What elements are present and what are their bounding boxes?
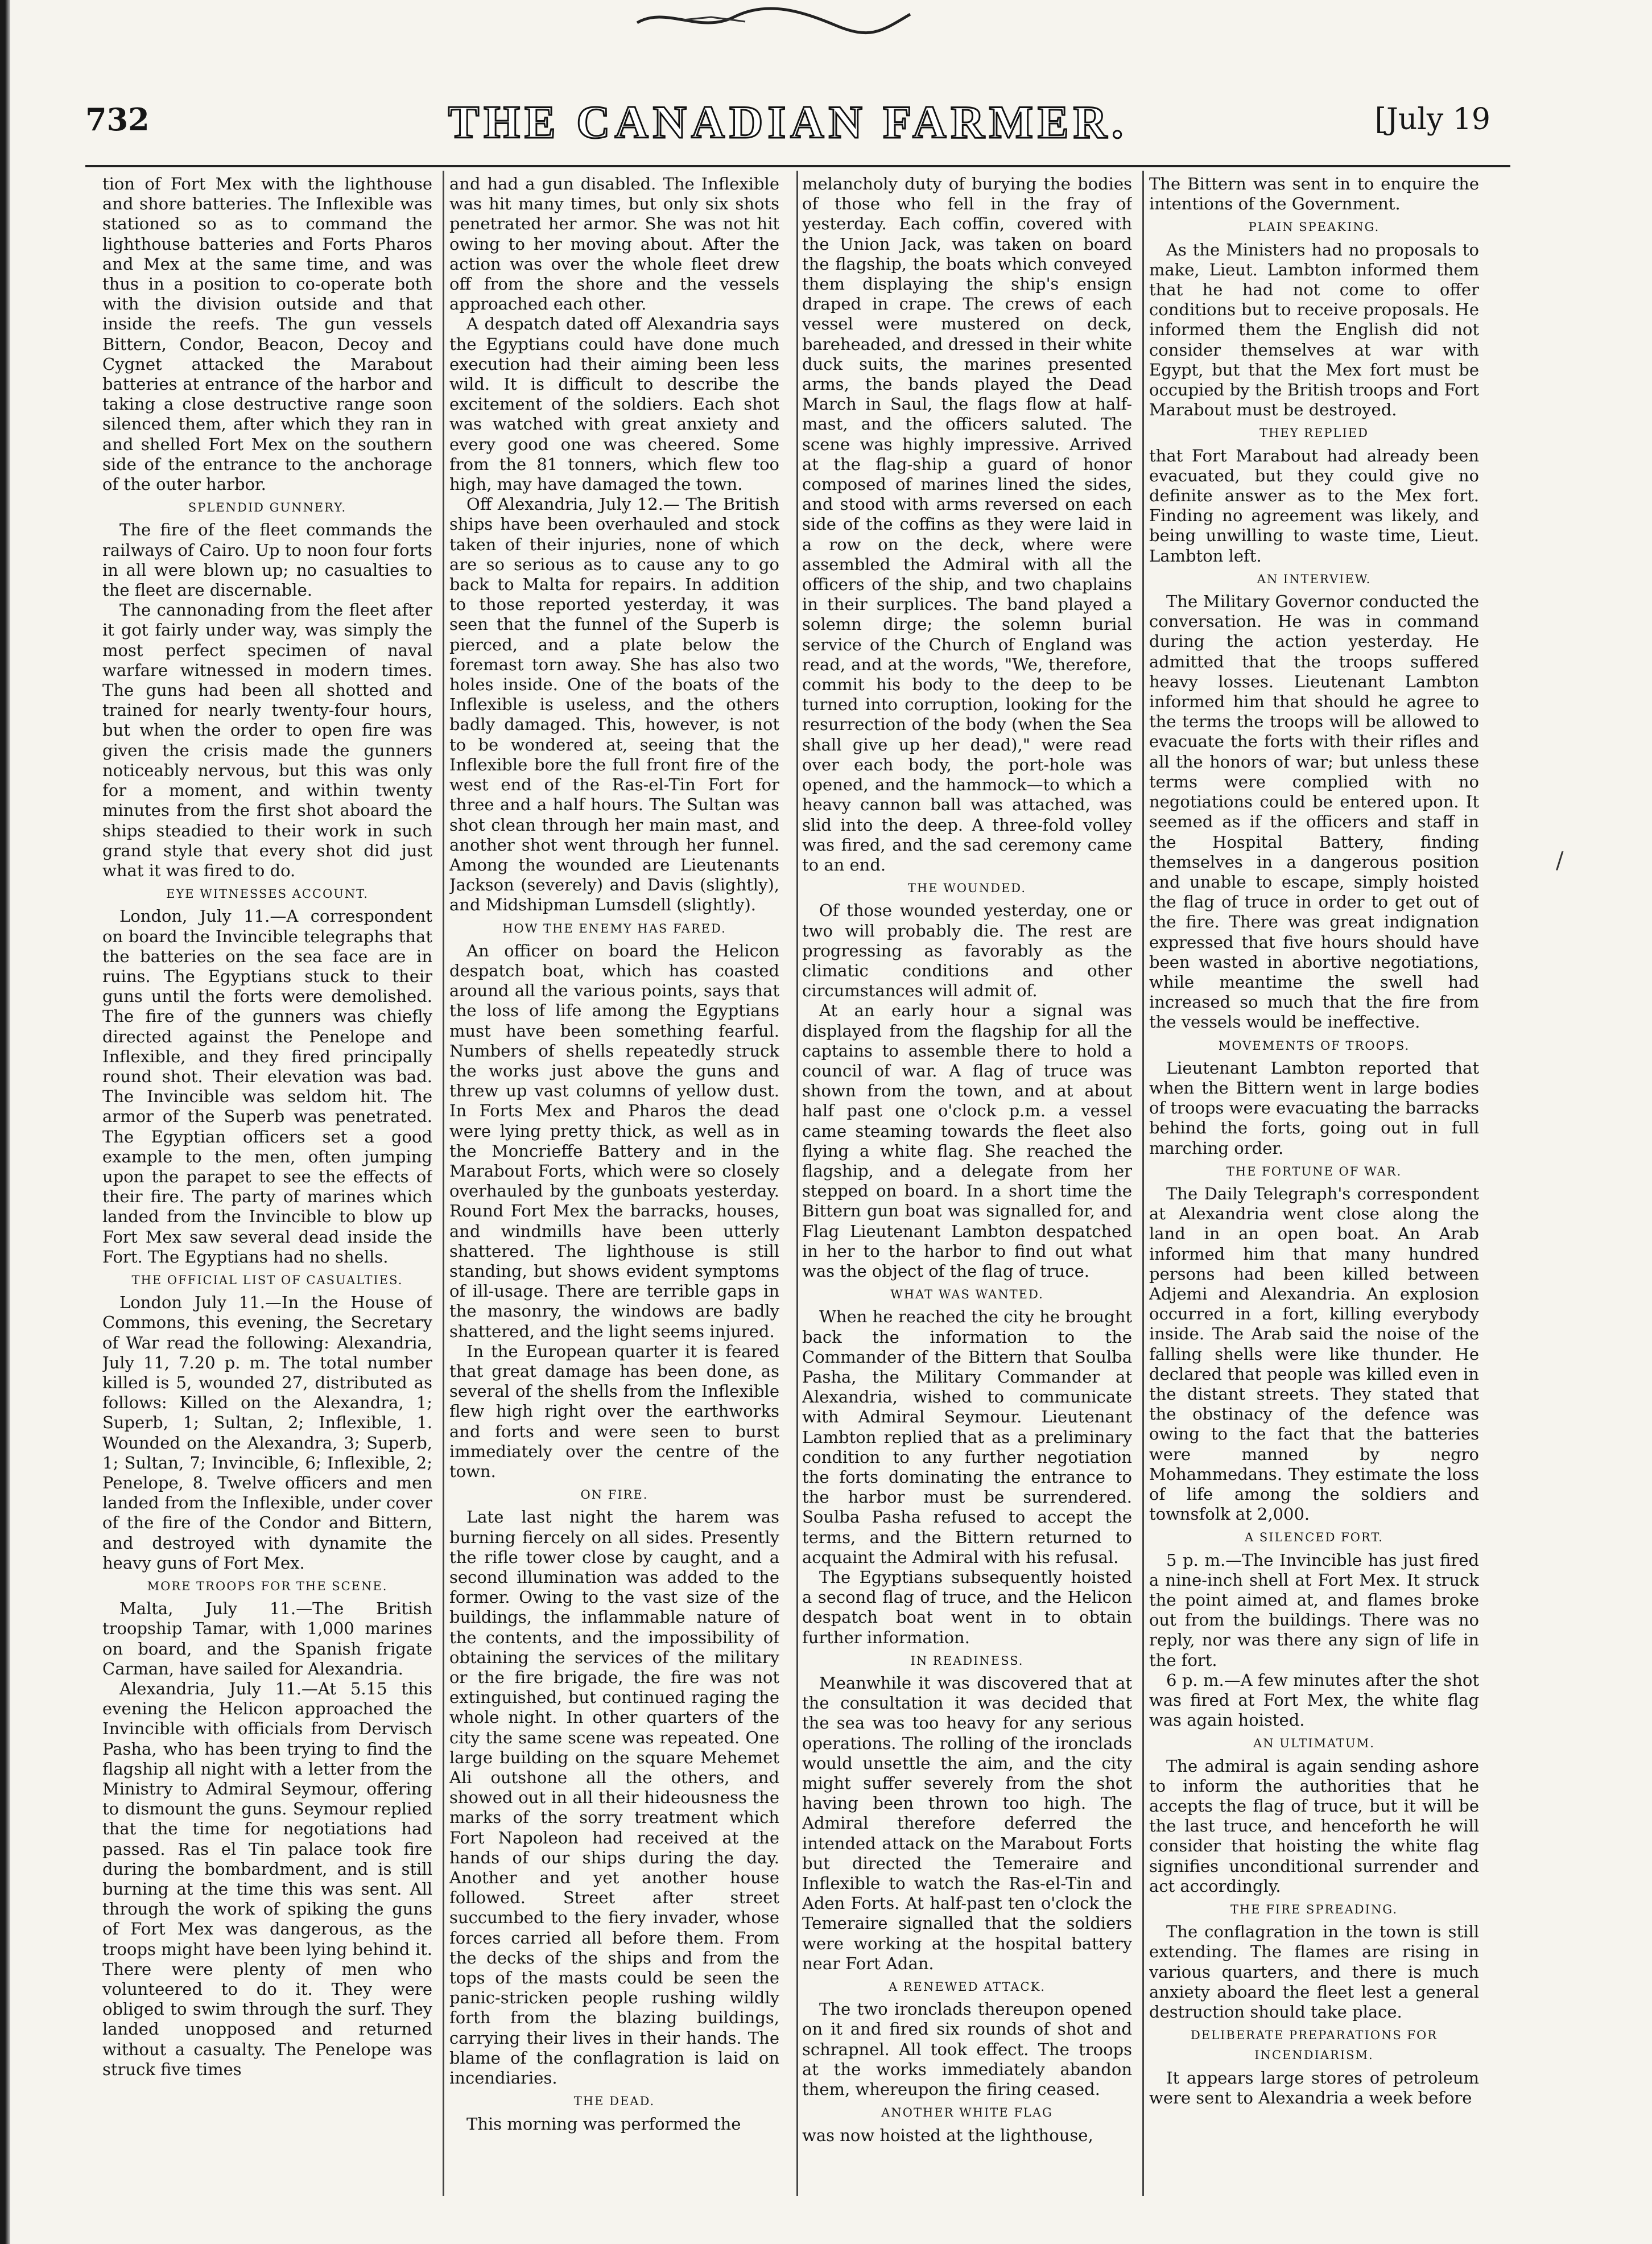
section-heading: AN ULTIMATUM.	[1253, 1736, 1375, 1751]
section-heading: ANOTHER WHITE FLAG	[881, 2106, 1053, 2120]
section-heading: AN INTERVIEW.	[1257, 572, 1372, 586]
article-paragraph: The Bittern was sent in to enquire the intentions of the Government.	[1149, 174, 1479, 214]
section-heading: ON FIRE.	[580, 1488, 649, 1502]
section-heading: MORE TROOPS FOR THE SCENE.	[147, 1579, 388, 1594]
section-heading: MOVEMENTS OF TROOPS.	[1218, 1038, 1410, 1053]
section-heading: PLAIN SPEAKING.	[1248, 220, 1380, 234]
article-paragraph: Malta, July 11.—The British troopship Tamar, with 1,000 marines on board, and the Spanish frigate Carman, have sailed for Alexandria.	[102, 1599, 432, 1678]
article-paragraph: As the Ministers had no proposals to make, Lieut. Lambton informed them that he had not come to offer conditions but to receive proposals. He informed them the English did not consider themselves at war with Egypt, but that the Mex fort must be occupied by the British troops and Fort Marabout must be destroyed.	[1149, 240, 1479, 420]
article-paragraph: 5 p. m.—The Invincible has just fired a nine-inch shell at Fort Mex. It struck the point aimed at, and flames broke out from the buildings. There was no reply, nor was there any sign of life in the fort.	[1149, 1550, 1479, 1670]
column-divider	[796, 171, 798, 2196]
section-heading: THE FORTUNE OF WAR.	[1226, 1164, 1402, 1178]
article-paragraph: An officer on board the Helicon despatch boat, which has coasted around all the various points, says that the loss of life among the Egyptians must have been something fearful. Numbers of shells repeatedly struck the works just above the guns and threw up vast columns of yellow dust. In Forts Mex and Pharos the dead were lying pretty thick, as well as in the Moncrieffe Battery and in the Marabout Forts, which were so closely overhauled by the gunboats yesterday. Round Fort Mex the barracks, houses, and windmills have been utterly shattered. The lighthouse is still standing, but shows evident symptoms of ill-usage. There are terrible gaps in the masonry, the windows are badly shattered, and the light seems injured.	[449, 940, 779, 1341]
article-paragraph: London, July 11.—A correspondent on board the Invincible telegraphs that the batteries on the sea face are in ruins. The Egyptians stuck to their guns until the forts were demolished. The fire of the gunners was chiefly directed against the Penelope and Inflexible, and they fired principally round shot. Their elevation was bad. The Invincible was seldom hit. The armor of the Superb was penetrated. The Egyptian officers set a good example to the men, often jumping upon the parapet to see the effects of their fire. The party of marines which landed from the Invincible to blow up Fort Mex saw several dead inside the Fort. The Egyptians had no shells.	[102, 906, 432, 1267]
section-heading: A RENEWED ATTACK.	[889, 1980, 1046, 1994]
ink-smudge-mark	[631, 0, 916, 40]
article-paragraph: In the European quarter it is feared that great damage has been done, as several of the shells from the Inflexible flew high right over the earthworks and forts and were seen to burst immediately over the centre of the town.	[449, 1341, 779, 1481]
article-column-1	[102, 174, 432, 2197]
page-header	[85, 96, 1490, 158]
article-paragraph: that Fort Marabout had already been evacuated, but they could give no definite answer as to the Mex fort. Finding no agreement was likely, and being unwilling to waste time, Lieut. Lambton left.	[1149, 446, 1479, 566]
article-column-4	[1149, 174, 1479, 2197]
article-paragraph: It appears large stores of petroleum were sent to Alexandria a week before	[1149, 2068, 1479, 2107]
section-heading: WHAT WAS WANTED.	[890, 1288, 1044, 1302]
article-paragraph: was now hoisted at the lighthouse,	[802, 2125, 1093, 2145]
section-heading: SPLENDID GUNNERY.	[188, 501, 347, 515]
article-paragraph: A despatch dated off Alexandria says the Egyptians could have done much execution had their aiming been less wild. It is difficult to describe the excitement of the soldiers. Each shot was watched with great anxiety and every good one was cheered. Some from the 81 tonners, which flew too high, may have damaged the town.	[449, 314, 779, 494]
article-paragraph: Lieutenant Lambton reported that when the Bittern went in large bodies of troops were evacuating the barracks behind the forts, going out in full marching order.	[1149, 1058, 1479, 1158]
article-paragraph: tion of Fort Mex with the lighthouse and shore batteries. The Inflexible was stationed so as to command the lighthouse batteries and Forts Pharos and Mex at the same time, and was thus in a position to co-operate both with the division outside and that inside the reefs. The gun vessels Bittern, Condor, Beacon, Decoy and Cygnet attacked the Marabout batteries at entrance of the harbor and taking a close destructive range soon silenced them, after which they ran in and shelled Fort Mex on the southern side of the entrance to the anchorage of the outer harbor.	[102, 174, 432, 494]
article-column-3	[802, 174, 1132, 2197]
article-paragraph: 6 p. m.—A few minutes after the shot was fired at Fort Mex, the white flag was again hoisted.	[1149, 1670, 1479, 1730]
article-paragraph: Alexandria, July 11.—At 5.15 this evening the Helicon approached the Invincible with officials from Dervisch Pasha, who has been trying to find the flagship all night with a letter from the Ministry to Admiral Seymour, offering to dismount the guns. Seymour replied that the time for negotiations had passed. Ras el Tin palace took fire during the bombardment, and is still burning at the time this was sent. All through the work of spiking the guns of Fort Mex was dangerous, as the troops might have been lying behind it. There were plenty of men who volunteered to do it. They were obliged to swim through the surf. They landed unopposed and returned without a casualty. The Penelope was struck five times	[102, 1679, 432, 2079]
section-heading: THE WOUNDED.	[907, 881, 1027, 896]
page-number: 732	[85, 101, 150, 138]
article-paragraph: Of those wounded yesterday, one or two will probably die. The rest are progressing as favorably as the climatic conditions and other circumstances will admit of.	[802, 901, 1132, 1001]
article-paragraph: The Daily Telegraph's correspondent at Alexandria went close along the land in an open boat. An Arab informed him that many hundred persons had been killed between Adjemi and Alexandria. An explosion occurred in a fort, killing everybody inside. The Arab said the noise of the falling shells were like thunder. He declared that people was killed even in the distant streets. They stated that the obstinacy of the defence was owing to the fact that the batteries were manned by negro Mohammedans. They estimate the loss of life among the soldiers and townsfolk at 2,000.	[1149, 1183, 1479, 1524]
section-heading: THE OFFICIAL LIST OF CASUALTIES.	[131, 1273, 403, 1287]
article-paragraph: Off Alexandria, July 12.— The British ships have been overhauled and stock taken of their injuries, none of which are so serious as to cause any to go back to Malta for repairs. In addition to those reported yesterday, it was seen that the funnel of the Superb is pierced, and a plate below the foremast torn away. She has also two holes inside. One of the boats of the Inflexible is useless, and the others badly damaged. This, however, is not to be wondered at, seeing that the Inflexible bore the full front fire of the west end of the Ras-el-Tin Fort for three and a half hours. The Sultan was shot clean through her main mast, and another shot went through her funnel. Among the wounded are Lieutenants Jackson (severely) and Davis (slightly), and Midshipman Lumsdell (slightly).	[449, 494, 779, 915]
article-paragraph: The cannonading from the fleet after it got fairly under way, was simply the most perfect specimen of naval warfare witnessed in modern times. The guns had been all shotted and trained for nearly twenty-four hours, but when the order to open fire was given the crisis made the gunners noticeably nervous, but this was only for a moment, and within twenty minutes from the first shot aboard the ships steadied to their work in such grand style that every shot did just what it was fired to do.	[102, 600, 432, 880]
article-paragraph: Meanwhile it was discovered that at the consultation it was decided that the sea was too heavy for any serious operations. The rolling of the ironclads would unsettle the aim, and the city might suffer severely from the shot having been thrown too high. The Admiral therefore deferred the intended attack on the Marabout Forts but directed the Temeraire and Inflexible to watch the Ras-el-Tin and Aden Forts. At half-past ten o'clock the Temeraire signalled that the soldiers were working at the hospital battery near Fort Adan.	[802, 1673, 1132, 1973]
column-divider	[443, 171, 444, 2196]
margin-pencil-mark: /	[1556, 848, 1564, 874]
section-heading: IN READINESS.	[910, 1653, 1024, 1668]
page-binding-edge	[0, 0, 10, 2244]
article-paragraph: London July 11.—In the House of Commons, this evening, the Secretary of War read the following: Alexandria, July 11, 7.20 p. m. The total number killed is 5, wounded 27, distributed as follows: Killed on the Alexandra, 1; Superb, 1; Sultan, 2; Inflexible, 1. Wounded on the Alexandra, 3; Superb, 1; Sultan, 7; Invincible, 6; Inflexible, 2; Penelope, 8. Twelve officers and men landed from the Inflexible, under cover of the fire of the Condor and Bittern, and destroyed with dynamite the heavy guns of Fort Mex.	[102, 1293, 432, 1573]
article-paragraph: The two ironclads thereupon opened on it and fired six rounds of shot and schrapnel. All took effect. The troops at the works immediately abandon them, whereupon the firing ceased.	[802, 1999, 1132, 2099]
article-paragraph: The Military Governor conducted the conversation. He was in command during the action yesterday. He admitted that the troops suffered heavy losses. Lieutenant Lambton informed him that should he agree to the terms the troops will be allowed to evacuate the forts with their rifles and all the honors of war; but unless these terms were complied with no negotiations could be entered upon. It seemed as if the officers and staff in the Hospital Battery, finding themselves in a dangerous position and unable to escape, simply hoisted the flag of truce in order to get out of the fire. There was great indignation expressed that five hours should have been wasted in abortive negotiations, while meantime the swell had increased so much that the fire from the vessels would be ineffective.	[1149, 592, 1479, 1032]
article-paragraph: The conflagration in the town is still extending. The flames are rising in various quarters, and there is much anxiety aboard the fleet lest a general destruction should take place.	[1149, 1922, 1479, 2022]
column-divider	[1142, 171, 1144, 2196]
section-heading: THE FIRE SPREADING.	[1230, 1903, 1398, 1917]
article-paragraph: The admiral is again sending ashore to inform the authorities that he accepts the flag of truce, but it will be the last truce, and henceforth he will consider that hoisting the white flag signifies unconditional surrender and act accordingly.	[1149, 1756, 1479, 1896]
article-paragraph: The Egyptians subsequently hoisted a second flag of truce, and the Helicon despatch boat went in to obtain further information.	[802, 1568, 1132, 1647]
section-heading: THE DEAD.	[573, 2094, 655, 2109]
issue-date: [July 19	[1374, 102, 1490, 137]
header-rule	[85, 165, 1510, 167]
article-paragraph: Late last night the harem was burning fiercely on all sides. Presently the rifle tower close by caught, and a second illumination was added to the former. Owing to the vast size of the buildings, the inflammable nature of the contents, and the impossibility of obtaining the services of the military or the fire brigade, the fire was not extinguished, but continued raging the whole night. In other quarters of the city the same scene was repeated. One large building on the square Mehemet Ali outshone all the others, and showed out in all their hideousness the marks of the sorry treatment which Fort Napoleon had received at the hands of our ships during the day. Another and yet another house followed. Street after street succumbed to the fiery invader, whose forces carried all before them. From the decks of the ships and from the tops of the masts could be seen the panic-stricken people rushing wildly forth from the blazing buildings, carrying their lives in their hands. The blame of the conflagration is laid on incendiaries.	[449, 1507, 779, 2088]
article-paragraph: The fire of the fleet commands the railways of Cairo. Up to noon four forts in all were blown up; no casualties to the fleet are discernable.	[102, 520, 432, 600]
article-column-2	[449, 174, 779, 2197]
section-heading: EYE WITNESSES ACCOUNT.	[166, 887, 369, 901]
article-paragraph: melancholy duty of burying the bodies of those who fell in the fray of yesterday. Each coffin, covered with the Union Jack, was taken on board the flagship, the boats which conveyed them displaying the ship's ensign draped in crape. The crews of each vessel were mustered on deck, bareheaded, and dressed in their white duck suits, the marines presented arms, the bands played the Dead March in Saul, the flags flow at half-mast, and the officers saluted. The scene was highly impressive. Arrived at the flag-ship a guard of honor composed of marines lined the sides, and stood with arms reversed on each side of the coffins as they were laid in a row on the deck, where were assembled the Admiral with all the officers of the ship, and two chaplains in their surplices. The band played a solemn dirge; the solemn burial service of the Church of England was read, and at the words, "We, therefore, commit his body to the deep to be turned into corruption, looking for the resurrection of the body (when the Sea shall give up her dead)," were read over each body, the port-hole was opened, and the hammock—to which a heavy cannon ball was attached, was slid into the deep. A three-fold volley was fired, and the sad ceremony came to an end.	[802, 174, 1132, 874]
section-heading: A SILENCED FORT.	[1245, 1531, 1383, 1545]
section-heading: DELIBERATE PREPARATIONS FOR INCENDIARISM.	[1190, 2028, 1438, 2062]
masthead-title: THE CANADIAN FARMER.	[448, 96, 1128, 148]
article-paragraph: At an early hour a signal was displayed from the flagship for all the captains to assemble there to hold a council of war. A flag of truce was shown from the town, and at about half past one o'clock p.m. a vessel came steaming towards the fleet also flying a white flag. She reached the flagship, and a delegate from her stepped on board. In a short time the Bittern gun boat was signalled for, and Flag Lieutenant Lambton despatched in her to the harbor to find out what was the object of the flag of truce.	[802, 1001, 1132, 1281]
section-heading: THEY REPLIED	[1259, 426, 1369, 440]
article-paragraph: When he reached the city he brought back the information to the Commander of the Bittern that Soulba Pasha, the Military Commander at Alexandria, wished to communicate with Admiral Seymour. Lieutenant Lambton replied that as a preliminary condition to any further negotiation the forts dominating the entrance to the harbor must be surrendered. Soulba Pasha refused to accept the terms, and the Bittern returned to acquaint the Admiral with his refusal.	[802, 1307, 1132, 1567]
article-paragraph: and had a gun disabled. The Inflexible was hit many times, but only six shots penetrated her armor. She was not hit owing to her moving about. After the action was over the whole fleet drew off from the shore and the vessels approached each other.	[449, 174, 779, 314]
section-heading: HOW THE ENEMY HAS FARED.	[502, 921, 726, 935]
article-paragraph: This morning was performed the	[466, 2114, 741, 2134]
